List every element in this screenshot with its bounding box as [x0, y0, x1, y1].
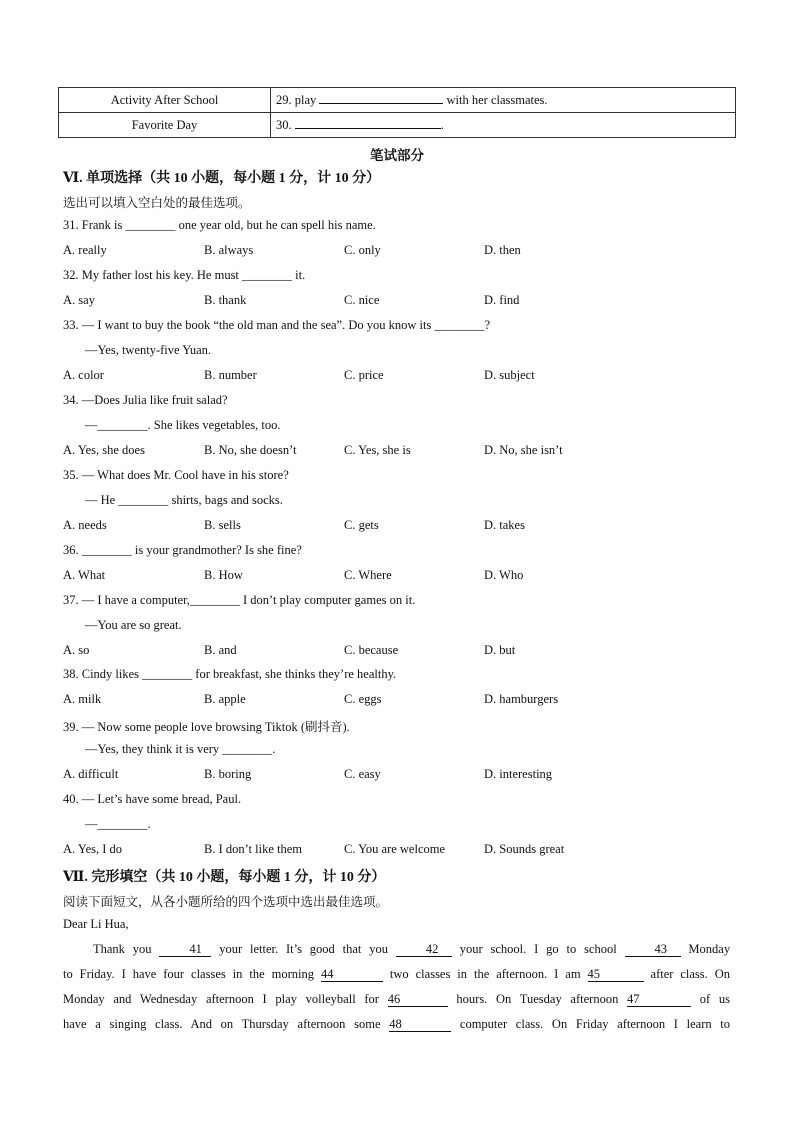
question-40-reply: —________. [85, 817, 151, 831]
option-b: B. sells [204, 518, 241, 532]
option-d: D. Sounds great [484, 842, 565, 856]
letter-greeting: Dear Li Hua, [63, 917, 129, 931]
options-34 [63, 443, 743, 461]
option-a: A. needs [63, 518, 107, 532]
option-a: A. so [63, 643, 90, 657]
option-d: D. No, she isn’t [484, 443, 563, 457]
table-row [59, 113, 736, 138]
passage-line: to Friday. I have four classes in the morning 44 two classes in the afternoon. I am 45 after class. On [63, 967, 731, 981]
option-c: C. price [344, 368, 384, 382]
question-34-reply: —________. She likes vegetables, too. [85, 418, 281, 432]
option-d: D. then [484, 243, 521, 257]
option-d: D. find [484, 293, 520, 307]
question-33: 33. — I want to buy the book “the old man and the sea”. Do you know its ________? [63, 318, 491, 332]
options-31 [63, 243, 743, 261]
question-31: 31. Frank is ________ one year old, but he can spell his name. [63, 218, 376, 232]
section-7-instruction: 阅读下面短文，从各小题所给的四个选项中选出最佳选项。 [63, 895, 389, 909]
option-a: A. difficult [63, 767, 119, 781]
option-a: A. Yes, she does [63, 443, 145, 457]
options-40 [63, 842, 743, 860]
answer-blank [295, 117, 441, 129]
cloze-blank: 43 [625, 942, 681, 957]
passage-line: have a singing class. And on Thursday afternoon some 48 computer class. On Friday afternoon I learn to [63, 1017, 731, 1031]
cloze-blank: 45 [588, 967, 644, 982]
option-b: B. apple [204, 692, 246, 706]
question-36: 36. ________ is your grandmother? Is she fine? [63, 543, 302, 557]
option-b: B. How [204, 568, 243, 582]
question-35-reply: — He ________ shirts, bags and socks. [85, 493, 283, 507]
option-a: A. really [63, 243, 107, 257]
table-cell-value: 30. . [271, 113, 736, 138]
option-d: D. takes [484, 518, 525, 532]
table-cell-value: 29. play with her classmates. [271, 88, 736, 113]
option-b: B. boring [204, 767, 252, 781]
option-a: A. color [63, 368, 104, 382]
option-b: B. number [204, 368, 257, 382]
options-33 [63, 368, 743, 386]
cloze-blank: 46 [388, 992, 448, 1007]
option-a: A. milk [63, 692, 102, 706]
option-d: D. but [484, 643, 516, 657]
option-b: B. I don’t like them [204, 842, 303, 856]
option-c: C. You are welcome [344, 842, 446, 856]
option-a: A. What [63, 568, 106, 582]
options-38 [63, 692, 743, 710]
section-6-instruction: 选出可以填入空白处的最佳选项。 [63, 196, 251, 210]
option-c: C. Where [344, 568, 392, 582]
option-a: A. Yes, I do [63, 842, 123, 856]
question-40: 40. — Let’s have some bread, Paul. [63, 792, 242, 806]
table-cell-key: Favorite Day [59, 113, 271, 138]
question-37: 37. — I have a computer,________ I don’t play computer games on it. [63, 593, 416, 607]
options-37 [63, 643, 743, 661]
cloze-blank: 47 [627, 992, 691, 1007]
options-32 [63, 293, 743, 311]
option-c: C. because [344, 643, 399, 657]
cloze-blank: 44 [321, 967, 383, 982]
option-a: A. say [63, 293, 95, 307]
option-d: D. subject [484, 368, 535, 382]
cloze-blank: 48 [389, 1017, 451, 1032]
option-b: B. and [204, 643, 237, 657]
section-6-title: Ⅵ. 单项选择（共 10 小题，每小题 1 分，计 10 分） [63, 171, 381, 186]
option-c: C. gets [344, 518, 379, 532]
question-38: 38. Cindy likes ________ for breakfast, she thinks they’re healthy. [63, 667, 397, 681]
option-d: D. interesting [484, 767, 553, 781]
question-35: 35. — What does Mr. Cool have in his store? [63, 468, 289, 482]
cloze-blank: 41 [159, 942, 211, 957]
options-36 [63, 568, 743, 586]
section-7-title: Ⅶ. 完形填空（共 10 小题，每小题 1 分，计 10 分） [63, 870, 386, 885]
option-c: C. Yes, she is [344, 443, 411, 457]
option-c: C. nice [344, 293, 380, 307]
option-b: B. thank [204, 293, 247, 307]
question-33-reply: —Yes, twenty-five Yuan. [85, 343, 212, 357]
answer-blank [319, 92, 443, 104]
option-b: B. No, she doesn’t [204, 443, 297, 457]
question-39: 39. — Now some people love browsing Tiktok (刷抖音). [63, 720, 350, 734]
option-d: D. hamburgers [484, 692, 559, 706]
info-table [58, 87, 736, 138]
table-row [59, 88, 736, 113]
cloze-blank: 42 [396, 942, 452, 957]
table-cell-key: Activity After School [59, 88, 271, 113]
question-34: 34. —Does Julia like fruit salad? [63, 393, 228, 407]
question-39-reply: —Yes, they think it is very ________. [85, 742, 276, 756]
written-part-title: 笔试部分 [370, 148, 424, 163]
passage-line: Thank you 41 your letter. It’s good that you 42 your school. I go to school 43 Monday [93, 942, 731, 956]
option-c: C. easy [344, 767, 381, 781]
options-39 [63, 767, 743, 785]
option-c: C. eggs [344, 692, 382, 706]
option-b: B. always [204, 243, 254, 257]
passage-line: Monday and Wednesday afternoon I play volleyball for 46 hours. On Tuesday afternoon 47 of us [63, 992, 731, 1006]
option-d: D. Who [484, 568, 524, 582]
options-35 [63, 518, 743, 536]
option-c: C. only [344, 243, 381, 257]
question-32: 32. My father lost his key. He must ________ it. [63, 268, 306, 282]
question-37-reply: —You are so great. [85, 618, 182, 632]
